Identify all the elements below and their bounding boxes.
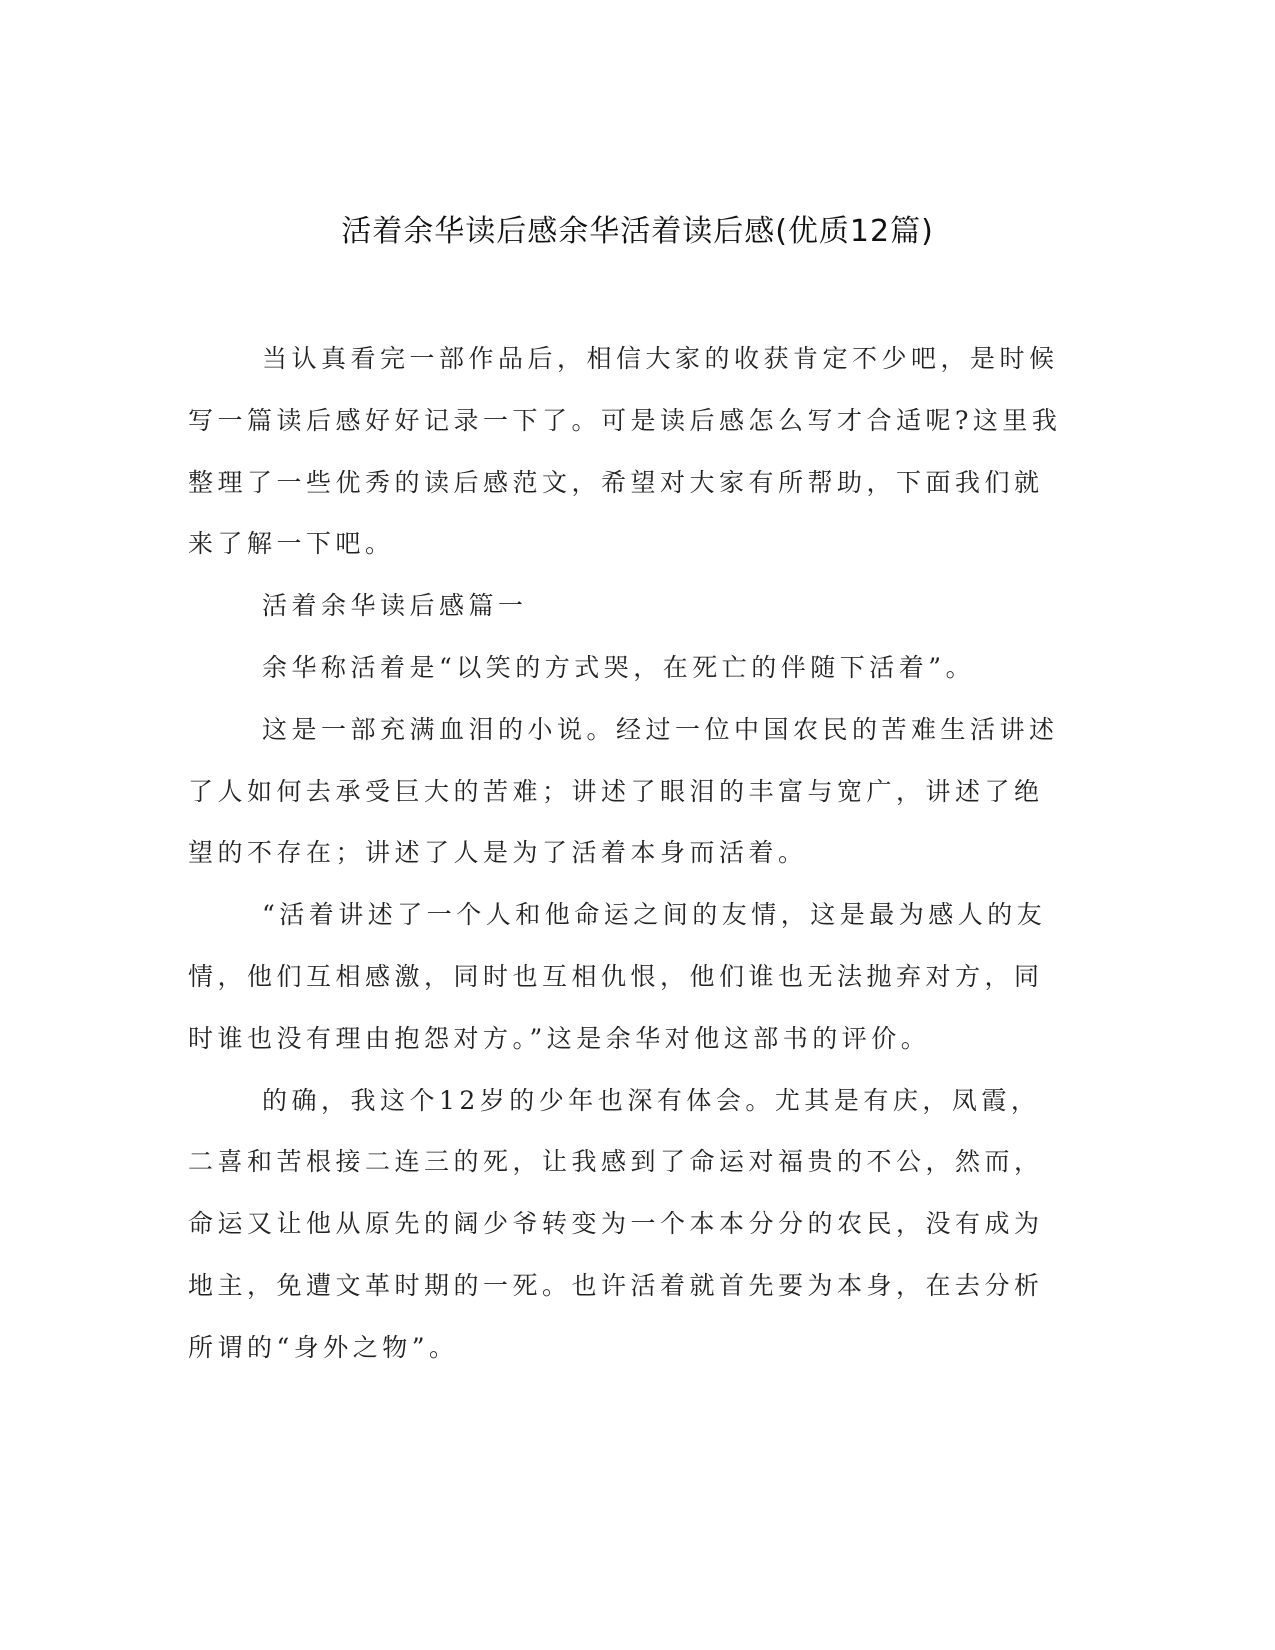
section-heading: 活着余华读后感篇一 <box>262 591 528 621</box>
document-title: 活着余华读后感余华活着读后感(优质12篇) <box>341 214 934 249</box>
body-paragraph: 余华称活着是“以笑的方式哭，在死亡的伴随下活着”。 <box>262 652 976 682</box>
document-body <box>188 328 1068 1379</box>
body-paragraph: “活着讲述了一个人和他命运之间的友情，这是最为感人的友情，他们互相感激，同时也互相仇恨，他们谁也无法抛弃对方，同时谁也没有理由抱怨对方。”这是余华对他这部书的评价。 <box>188 900 1047 1053</box>
body-paragraph: 的确，我这个12岁的少年也深有体会。尤其是有庆，凤霞，二喜和苦根接二连三的死，让我感到了命运对福贵的不公，然而，命运又让他从原先的阔少爷转变为一个本本分分的农民，没有成为地主，免遭文革时期的一死。也许活着就首先要为本身，在去分析所谓的“身外之物”。 <box>188 1085 1044 1362</box>
body-paragraph: 这是一部充满血泪的小说。经过一位中国农民的苦难生活讲述了人如何去承受巨大的苦难；讲述了眼泪的丰富与宽广，讲述了绝望的不存在；讲述了人是为了活着本身而活着。 <box>188 714 1059 868</box>
intro-paragraph: 当认真看完一部作品后，相信大家的收获肯定不少吧，是时候写一篇读后感好好记录一下了。可是读后感怎么写才合适呢?这里我整理了一些优秀的读后感范文，希望对大家有所帮助，下面我们就来了解一下吧。 <box>188 344 1062 559</box>
